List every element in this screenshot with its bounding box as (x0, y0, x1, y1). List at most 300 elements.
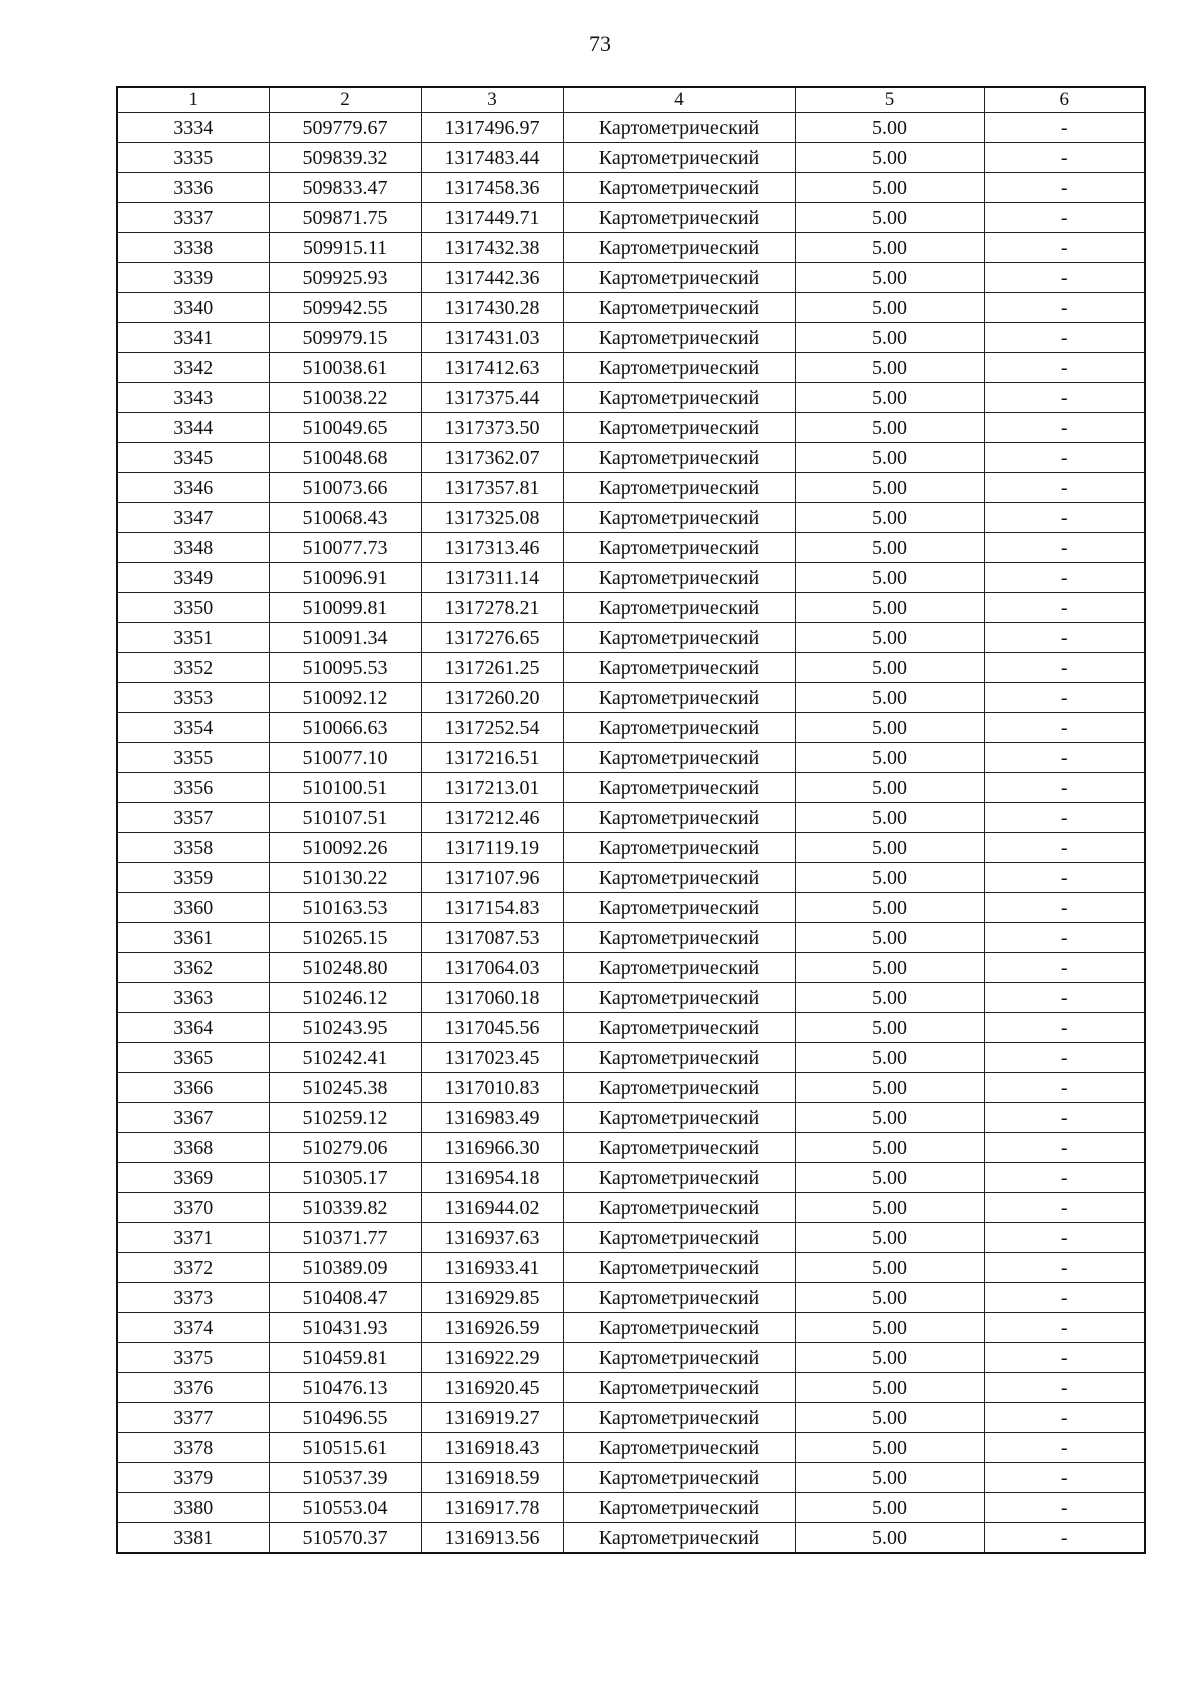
note-cell: - (984, 713, 1145, 743)
point-number-cell: 3381 (117, 1523, 269, 1554)
method-cell: Картометрический (563, 113, 795, 143)
method-cell: Картометрический (563, 1433, 795, 1463)
table-row (117, 323, 1145, 353)
method-cell: Картометрический (563, 1523, 795, 1554)
accuracy-cell: 5.00 (795, 443, 984, 473)
point-number-cell: 3369 (117, 1163, 269, 1193)
method-cell: Картометрический (563, 593, 795, 623)
y-coordinate-cell: 1317496.97 (421, 113, 563, 143)
method-cell: Картометрический (563, 203, 795, 233)
method-cell: Картометрический (563, 1253, 795, 1283)
y-coordinate-cell: 1317373.50 (421, 413, 563, 443)
accuracy-cell: 5.00 (795, 1223, 984, 1253)
point-number-cell: 3375 (117, 1343, 269, 1373)
accuracy-cell: 5.00 (795, 1403, 984, 1433)
table-row (117, 863, 1145, 893)
method-cell: Картометрический (563, 1103, 795, 1133)
point-number-cell: 3351 (117, 623, 269, 653)
x-coordinate-cell: 510038.22 (269, 383, 421, 413)
method-cell: Картометрический (563, 683, 795, 713)
method-cell: Картометрический (563, 1133, 795, 1163)
accuracy-cell: 5.00 (795, 923, 984, 953)
method-cell: Картометрический (563, 1283, 795, 1313)
method-cell: Картометрический (563, 983, 795, 1013)
table-row (117, 983, 1145, 1013)
x-coordinate-cell: 510038.61 (269, 353, 421, 383)
y-coordinate-cell: 1316944.02 (421, 1193, 563, 1223)
note-cell: - (984, 353, 1145, 383)
method-cell: Картометрический (563, 713, 795, 743)
table-row (117, 1343, 1145, 1373)
y-coordinate-cell: 1316920.45 (421, 1373, 563, 1403)
x-coordinate-cell: 509915.11 (269, 233, 421, 263)
note-cell: - (984, 413, 1145, 443)
table-row (117, 233, 1145, 263)
table-row (117, 1403, 1145, 1433)
x-coordinate-cell: 510279.06 (269, 1133, 421, 1163)
accuracy-cell: 5.00 (795, 1283, 984, 1313)
accuracy-cell: 5.00 (795, 563, 984, 593)
x-coordinate-cell: 510245.38 (269, 1073, 421, 1103)
point-number-cell: 3349 (117, 563, 269, 593)
x-coordinate-cell: 510553.04 (269, 1493, 421, 1523)
table-row (117, 743, 1145, 773)
accuracy-cell: 5.00 (795, 1193, 984, 1223)
x-coordinate-cell: 510077.73 (269, 533, 421, 563)
y-coordinate-cell: 1317432.38 (421, 233, 563, 263)
note-cell: - (984, 833, 1145, 863)
x-coordinate-cell: 510570.37 (269, 1523, 421, 1554)
method-cell: Картометрический (563, 1313, 795, 1343)
y-coordinate-cell: 1316926.59 (421, 1313, 563, 1343)
accuracy-cell: 5.00 (795, 593, 984, 623)
point-number-cell: 3336 (117, 173, 269, 203)
method-cell: Картометрический (563, 443, 795, 473)
x-coordinate-cell: 510496.55 (269, 1403, 421, 1433)
x-coordinate-cell: 509979.15 (269, 323, 421, 353)
table-row (117, 1523, 1145, 1554)
method-cell: Картометрический (563, 173, 795, 203)
accuracy-cell: 5.00 (795, 1463, 984, 1493)
accuracy-cell: 5.00 (795, 1013, 984, 1043)
method-cell: Картометрический (563, 563, 795, 593)
y-coordinate-cell: 1317119.19 (421, 833, 563, 863)
point-number-cell: 3371 (117, 1223, 269, 1253)
accuracy-cell: 5.00 (795, 233, 984, 263)
x-coordinate-cell: 510515.61 (269, 1433, 421, 1463)
method-cell: Картометрический (563, 1373, 795, 1403)
x-coordinate-cell: 510305.17 (269, 1163, 421, 1193)
point-number-cell: 3372 (117, 1253, 269, 1283)
method-cell: Картометрический (563, 1223, 795, 1253)
table-row (117, 773, 1145, 803)
table-row (117, 173, 1145, 203)
point-number-cell: 3340 (117, 293, 269, 323)
table-row (117, 533, 1145, 563)
table-row (117, 113, 1145, 143)
y-coordinate-cell: 1317431.03 (421, 323, 563, 353)
table-row (117, 563, 1145, 593)
x-coordinate-cell: 509942.55 (269, 293, 421, 323)
point-number-cell: 3354 (117, 713, 269, 743)
table-row (117, 893, 1145, 923)
note-cell: - (984, 203, 1145, 233)
x-coordinate-cell: 510077.10 (269, 743, 421, 773)
method-cell: Картометрический (563, 1043, 795, 1073)
method-cell: Картометрический (563, 323, 795, 353)
y-coordinate-cell: 1317276.65 (421, 623, 563, 653)
point-number-cell: 3355 (117, 743, 269, 773)
y-coordinate-cell: 1316983.49 (421, 1103, 563, 1133)
y-coordinate-cell: 1317154.83 (421, 893, 563, 923)
point-number-cell: 3334 (117, 113, 269, 143)
point-number-cell: 3344 (117, 413, 269, 443)
point-number-cell: 3342 (117, 353, 269, 383)
method-cell: Картометрический (563, 413, 795, 443)
point-number-cell: 3335 (117, 143, 269, 173)
note-cell: - (984, 1253, 1145, 1283)
x-coordinate-cell: 510248.80 (269, 953, 421, 983)
y-coordinate-cell: 1316913.56 (421, 1523, 563, 1554)
y-coordinate-cell: 1317442.36 (421, 263, 563, 293)
table-row (117, 383, 1145, 413)
method-cell: Картометрический (563, 1013, 795, 1043)
method-cell: Картометрический (563, 353, 795, 383)
accuracy-cell: 5.00 (795, 383, 984, 413)
y-coordinate-cell: 1316917.78 (421, 1493, 563, 1523)
method-cell: Картометрический (563, 953, 795, 983)
point-number-cell: 3356 (117, 773, 269, 803)
point-number-cell: 3366 (117, 1073, 269, 1103)
point-number-cell: 3368 (117, 1133, 269, 1163)
point-number-cell: 3362 (117, 953, 269, 983)
x-coordinate-cell: 510048.68 (269, 443, 421, 473)
accuracy-cell: 5.00 (795, 683, 984, 713)
accuracy-cell: 5.00 (795, 1073, 984, 1103)
note-cell: - (984, 983, 1145, 1013)
method-cell: Картометрический (563, 623, 795, 653)
note-cell: - (984, 1493, 1145, 1523)
x-coordinate-cell: 510092.26 (269, 833, 421, 863)
y-coordinate-cell: 1316954.18 (421, 1163, 563, 1193)
table-row (117, 1163, 1145, 1193)
y-coordinate-cell: 1317311.14 (421, 563, 563, 593)
method-cell: Картометрический (563, 293, 795, 323)
table-row (117, 1223, 1145, 1253)
accuracy-cell: 5.00 (795, 803, 984, 833)
accuracy-cell: 5.00 (795, 1493, 984, 1523)
y-coordinate-cell: 1316937.63 (421, 1223, 563, 1253)
point-number-cell: 3360 (117, 893, 269, 923)
accuracy-cell: 5.00 (795, 203, 984, 233)
y-coordinate-cell: 1317357.81 (421, 473, 563, 503)
x-coordinate-cell: 510096.91 (269, 563, 421, 593)
y-coordinate-cell: 1317060.18 (421, 983, 563, 1013)
method-cell: Картометрический (563, 893, 795, 923)
x-coordinate-cell: 510408.47 (269, 1283, 421, 1313)
table-row (117, 143, 1145, 173)
point-number-cell: 3373 (117, 1283, 269, 1313)
accuracy-cell: 5.00 (795, 893, 984, 923)
point-number-cell: 3374 (117, 1313, 269, 1343)
note-cell: - (984, 1463, 1145, 1493)
accuracy-cell: 5.00 (795, 1103, 984, 1133)
x-coordinate-cell: 510092.12 (269, 683, 421, 713)
table-row (117, 833, 1145, 863)
note-cell: - (984, 503, 1145, 533)
point-number-cell: 3347 (117, 503, 269, 533)
method-cell: Картометрический (563, 863, 795, 893)
y-coordinate-cell: 1316966.30 (421, 1133, 563, 1163)
y-coordinate-cell: 1317216.51 (421, 743, 563, 773)
x-coordinate-cell: 510073.66 (269, 473, 421, 503)
accuracy-cell: 5.00 (795, 353, 984, 383)
table-row (117, 1133, 1145, 1163)
accuracy-cell: 5.00 (795, 1313, 984, 1343)
accuracy-cell: 5.00 (795, 1343, 984, 1373)
note-cell: - (984, 683, 1145, 713)
page-number: 73 (589, 31, 611, 56)
method-cell: Картометрический (563, 233, 795, 263)
x-coordinate-cell: 510066.63 (269, 713, 421, 743)
table-row (117, 413, 1145, 443)
x-coordinate-cell: 510459.81 (269, 1343, 421, 1373)
method-cell: Картометрический (563, 1343, 795, 1373)
note-cell: - (984, 1433, 1145, 1463)
y-coordinate-cell: 1316918.43 (421, 1433, 563, 1463)
note-cell: - (984, 653, 1145, 683)
point-number-cell: 3341 (117, 323, 269, 353)
y-coordinate-cell: 1316922.29 (421, 1343, 563, 1373)
table-row (117, 293, 1145, 323)
note-cell: - (984, 1193, 1145, 1223)
x-coordinate-cell: 510091.34 (269, 623, 421, 653)
table-row (117, 443, 1145, 473)
point-number-cell: 3370 (117, 1193, 269, 1223)
point-number-cell: 3348 (117, 533, 269, 563)
note-cell: - (984, 1133, 1145, 1163)
header-row (117, 87, 1145, 113)
note-cell: - (984, 533, 1145, 563)
note-cell: - (984, 1283, 1145, 1313)
accuracy-cell: 5.00 (795, 743, 984, 773)
y-coordinate-cell: 1317212.46 (421, 803, 563, 833)
point-number-cell: 3376 (117, 1373, 269, 1403)
accuracy-cell: 5.00 (795, 773, 984, 803)
accuracy-cell: 5.00 (795, 653, 984, 683)
accuracy-cell: 5.00 (795, 413, 984, 443)
x-coordinate-cell: 510130.22 (269, 863, 421, 893)
point-number-cell: 3358 (117, 833, 269, 863)
method-cell: Картометрический (563, 143, 795, 173)
point-number-cell: 3377 (117, 1403, 269, 1433)
y-coordinate-cell: 1317213.01 (421, 773, 563, 803)
accuracy-cell: 5.00 (795, 173, 984, 203)
note-cell: - (984, 743, 1145, 773)
y-coordinate-cell: 1317023.45 (421, 1043, 563, 1073)
point-number-cell: 3364 (117, 1013, 269, 1043)
y-coordinate-cell: 1317278.21 (421, 593, 563, 623)
accuracy-cell: 5.00 (795, 1433, 984, 1463)
table-row (117, 1433, 1145, 1463)
x-coordinate-cell: 510049.65 (269, 413, 421, 443)
table-row (117, 503, 1145, 533)
y-coordinate-cell: 1317252.54 (421, 713, 563, 743)
x-coordinate-cell: 510095.53 (269, 653, 421, 683)
y-coordinate-cell: 1317313.46 (421, 533, 563, 563)
y-coordinate-cell: 1317010.83 (421, 1073, 563, 1103)
accuracy-cell: 5.00 (795, 1373, 984, 1403)
table-row (117, 1313, 1145, 1343)
x-coordinate-cell: 510099.81 (269, 593, 421, 623)
accuracy-cell: 5.00 (795, 713, 984, 743)
accuracy-cell: 5.00 (795, 533, 984, 563)
table-row (117, 473, 1145, 503)
table-body (117, 113, 1145, 1554)
table-row (117, 713, 1145, 743)
y-coordinate-cell: 1317261.25 (421, 653, 563, 683)
point-number-cell: 3353 (117, 683, 269, 713)
y-coordinate-cell: 1317412.63 (421, 353, 563, 383)
column-header: 4 (563, 87, 795, 113)
x-coordinate-cell: 509871.75 (269, 203, 421, 233)
accuracy-cell: 5.00 (795, 503, 984, 533)
accuracy-cell: 5.00 (795, 623, 984, 653)
point-number-cell: 3365 (117, 1043, 269, 1073)
point-number-cell: 3367 (117, 1103, 269, 1133)
x-coordinate-cell: 510100.51 (269, 773, 421, 803)
table-row (117, 203, 1145, 233)
table-row (117, 623, 1145, 653)
point-number-cell: 3339 (117, 263, 269, 293)
note-cell: - (984, 113, 1145, 143)
point-number-cell: 3378 (117, 1433, 269, 1463)
x-coordinate-cell: 509779.67 (269, 113, 421, 143)
note-cell: - (984, 173, 1145, 203)
point-number-cell: 3343 (117, 383, 269, 413)
x-coordinate-cell: 509925.93 (269, 263, 421, 293)
note-cell: - (984, 1073, 1145, 1103)
x-coordinate-cell: 510242.41 (269, 1043, 421, 1073)
table-row (117, 653, 1145, 683)
y-coordinate-cell: 1317325.08 (421, 503, 563, 533)
table-row (117, 803, 1145, 833)
table-row (117, 1493, 1145, 1523)
y-coordinate-cell: 1316919.27 (421, 1403, 563, 1433)
accuracy-cell: 5.00 (795, 263, 984, 293)
accuracy-cell: 5.00 (795, 113, 984, 143)
note-cell: - (984, 563, 1145, 593)
accuracy-cell: 5.00 (795, 143, 984, 173)
note-cell: - (984, 383, 1145, 413)
note-cell: - (984, 1403, 1145, 1433)
table-row (117, 593, 1145, 623)
y-coordinate-cell: 1316929.85 (421, 1283, 563, 1313)
note-cell: - (984, 773, 1145, 803)
x-coordinate-cell: 510339.82 (269, 1193, 421, 1223)
y-coordinate-cell: 1316933.41 (421, 1253, 563, 1283)
point-number-cell: 3359 (117, 863, 269, 893)
table-row (117, 1253, 1145, 1283)
accuracy-cell: 5.00 (795, 1523, 984, 1554)
note-cell: - (984, 1343, 1145, 1373)
point-number-cell: 3379 (117, 1463, 269, 1493)
point-number-cell: 3361 (117, 923, 269, 953)
accuracy-cell: 5.00 (795, 863, 984, 893)
point-number-cell: 3338 (117, 233, 269, 263)
note-cell: - (984, 1313, 1145, 1343)
column-header: 2 (269, 87, 421, 113)
method-cell: Картометрический (563, 1493, 795, 1523)
y-coordinate-cell: 1317449.71 (421, 203, 563, 233)
x-coordinate-cell: 510265.15 (269, 923, 421, 953)
table-row (117, 263, 1145, 293)
table-row (117, 1193, 1145, 1223)
note-cell: - (984, 1373, 1145, 1403)
column-header: 3 (421, 87, 563, 113)
method-cell: Картометрический (563, 773, 795, 803)
y-coordinate-cell: 1317107.96 (421, 863, 563, 893)
table-row (117, 353, 1145, 383)
x-coordinate-cell: 510476.13 (269, 1373, 421, 1403)
note-cell: - (984, 143, 1145, 173)
method-cell: Картометрический (563, 1073, 795, 1103)
table-row (117, 683, 1145, 713)
note-cell: - (984, 1013, 1145, 1043)
table-header (117, 87, 1145, 113)
note-cell: - (984, 1043, 1145, 1073)
x-coordinate-cell: 510431.93 (269, 1313, 421, 1343)
method-cell: Картометрический (563, 263, 795, 293)
accuracy-cell: 5.00 (795, 953, 984, 983)
x-coordinate-cell: 510107.51 (269, 803, 421, 833)
x-coordinate-cell: 510389.09 (269, 1253, 421, 1283)
table-row (117, 953, 1145, 983)
method-cell: Картометрический (563, 1403, 795, 1433)
note-cell: - (984, 593, 1145, 623)
note-cell: - (984, 263, 1145, 293)
note-cell: - (984, 1163, 1145, 1193)
column-header: 5 (795, 87, 984, 113)
accuracy-cell: 5.00 (795, 323, 984, 353)
note-cell: - (984, 803, 1145, 833)
note-cell: - (984, 1223, 1145, 1253)
y-coordinate-cell: 1316918.59 (421, 1463, 563, 1493)
accuracy-cell: 5.00 (795, 1043, 984, 1073)
table-row (117, 1283, 1145, 1313)
table-row (117, 1013, 1145, 1043)
point-number-cell: 3346 (117, 473, 269, 503)
y-coordinate-cell: 1317458.36 (421, 173, 563, 203)
accuracy-cell: 5.00 (795, 293, 984, 323)
y-coordinate-cell: 1317064.03 (421, 953, 563, 983)
accuracy-cell: 5.00 (795, 1253, 984, 1283)
point-number-cell: 3345 (117, 443, 269, 473)
point-number-cell: 3337 (117, 203, 269, 233)
note-cell: - (984, 623, 1145, 653)
x-coordinate-cell: 510068.43 (269, 503, 421, 533)
y-coordinate-cell: 1317375.44 (421, 383, 563, 413)
x-coordinate-cell: 510537.39 (269, 1463, 421, 1493)
table-row (117, 1463, 1145, 1493)
method-cell: Картометрический (563, 803, 795, 833)
method-cell: Картометрический (563, 383, 795, 413)
y-coordinate-cell: 1317483.44 (421, 143, 563, 173)
note-cell: - (984, 323, 1145, 353)
y-coordinate-cell: 1317430.28 (421, 293, 563, 323)
note-cell: - (984, 953, 1145, 983)
method-cell: Картометрический (563, 1193, 795, 1223)
